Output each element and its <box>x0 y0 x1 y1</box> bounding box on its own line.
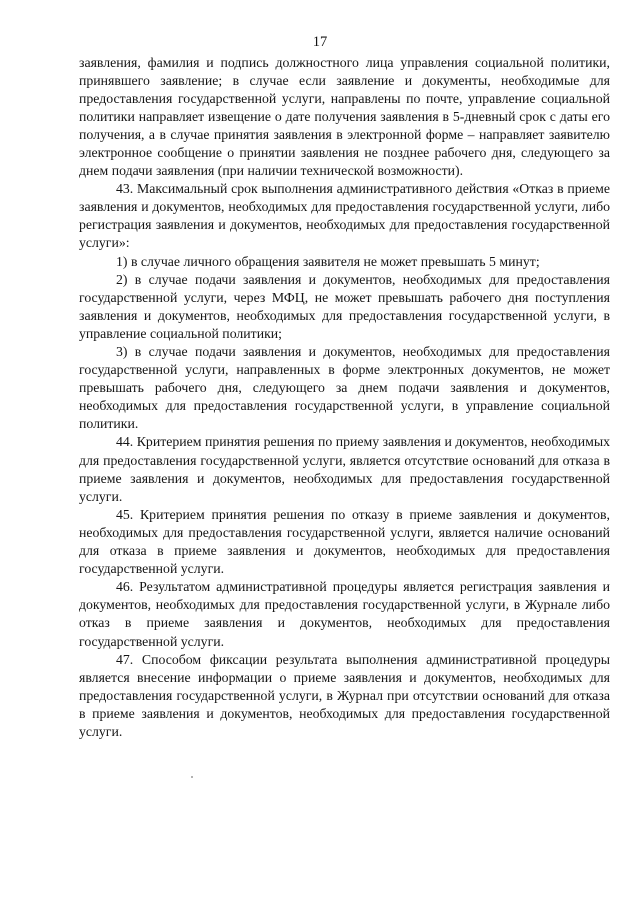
page-number: 17 <box>312 34 328 50</box>
document-body <box>79 54 610 742</box>
paragraph-45: 45. Критерием принятия решения по отказу в приеме заявления и документов, необходимых для предоставления государственной услуги, является наличие оснований для отказа в приеме заявления и документов, необходимых для предоставления государственной услуги. <box>79 506 610 577</box>
paragraph-43-item-1: 1) в случае личного обращения заявителя не может превышать 5 минут; <box>116 253 540 269</box>
paragraph-43-item-3: 3) в случае подачи заявления и документов, необходимых для предоставления государственной услуги, направленных в форме электронных документов, не может превышать рабочего дня, следующего за днем подачи заявления и документов, необходимых для предоставления государственной услуги, в управление социальной политики. <box>79 344 610 432</box>
paragraph-43-item-2: 2) в случае подачи заявления и документов, необходимых для предоставления государственной услуги, через МФЦ, не может превышать рабочего дня поступления заявления и документов, необходимых для предоставления государственной услуги, в управление социальной политики; <box>79 271 610 341</box>
paragraph-47: 47. Способом фиксации результата выполнения административной процедуры является внесение информации о приеме заявления и документов, необходимых для предоставления государственной услуги, в Журнал при отсутствии оснований для отказа в приеме заявления и документов, необходимых для предоставления государственной услуги. <box>79 651 610 739</box>
paragraph-44: 44. Критерием принятия решения по приему заявления и документов, необходимых для предоставления государственной услуги, является отсутствие оснований для отказа в приеме заявления и документов, необходимых для предоставления государственной услуги. <box>79 434 610 504</box>
paragraph-43: 43. Максимальный срок выполнения административного действия «Отказ в приеме заявления и документов, необходимых для предоставления государственной услуги, либо регистрация заявления и документов, необходимых для предоставления государственной услуги»: <box>79 181 610 251</box>
scan-speck <box>191 776 193 778</box>
paragraph-continuation: заявления, фамилия и подпись должностного лица управления социальной политики, принявшего заявление; в случае если заявление и документы, необходимые для предоставления государственной услуги, направлены по почте, управление социальной политики направляет извещение о дате получения заявления в 5-дневный срок с даты его получения, а в случае принятия заявления в электронной форме – направляет заявителю электронное сообщение о принятии заявления не позднее рабочего дня, следующего за днем подачи заявления (при наличии технической возможности). <box>79 54 610 179</box>
paragraph-46: 46. Результатом административной процедуры является регистрация заявления и документов, необходимых для предоставления государственной услуги, в Журнале либо отказ в приеме заявления и документов, необходимых для предоставления государственной услуги. <box>79 579 610 649</box>
